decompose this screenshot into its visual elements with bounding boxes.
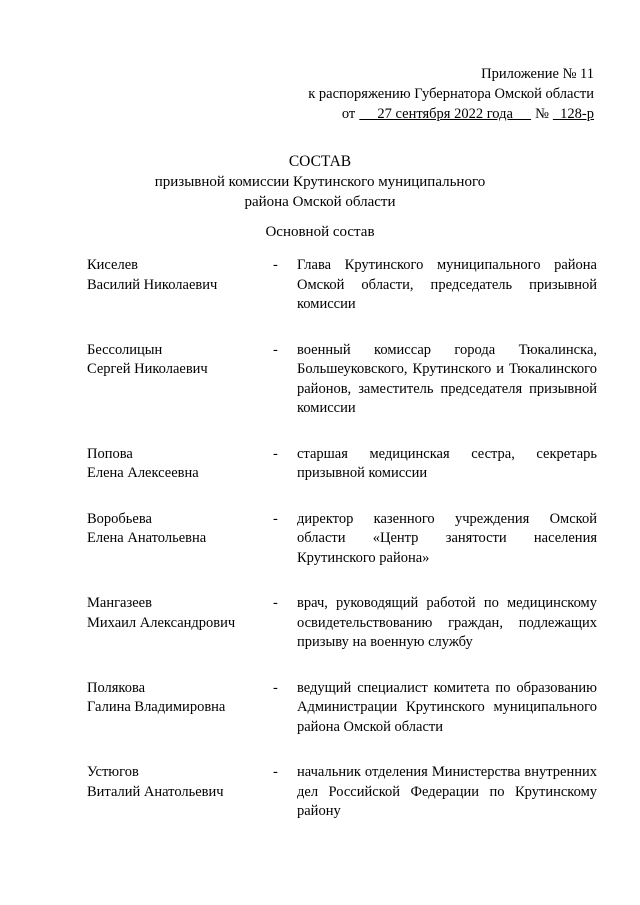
member-given-name: Елена Алексеевна bbox=[87, 465, 199, 481]
member-role: врач, руководящий работой по медицинскому освидетельствованию граждан, подлежащих призыву на военную службу bbox=[297, 595, 597, 650]
member-name bbox=[87, 763, 273, 822]
date-value: 27 сентября 2022 года bbox=[359, 106, 532, 122]
attachment-date-line bbox=[308, 104, 594, 124]
member-role: начальник отделения Министерства внутренних дел Российской Федерации по Крутинскому району bbox=[297, 764, 597, 819]
member-given-name: Сергей Николаевич bbox=[87, 361, 208, 377]
member-given-name: Галина Владимировна bbox=[87, 699, 226, 715]
member-dash: - bbox=[273, 595, 278, 611]
number-value: 128-р bbox=[552, 106, 594, 122]
member-dash: - bbox=[273, 679, 278, 696]
member-given-name: Елена Анатольевна bbox=[87, 530, 207, 546]
member-dash: - bbox=[273, 341, 278, 358]
member-name bbox=[87, 679, 273, 738]
member-surname: Воробьева bbox=[87, 510, 152, 527]
document-title: СОСТАВ bbox=[288, 153, 352, 170]
member-name bbox=[87, 445, 273, 484]
attachment-block bbox=[308, 64, 594, 124]
member-name bbox=[87, 341, 273, 419]
member-surname: Киселев bbox=[87, 257, 138, 273]
member-given-name: Михаил Александрович bbox=[87, 614, 236, 631]
member-row bbox=[87, 445, 597, 484]
member-row bbox=[87, 679, 597, 738]
member-row bbox=[87, 510, 597, 569]
date-prefix: от bbox=[341, 106, 356, 122]
members-list bbox=[87, 256, 597, 848]
member-row bbox=[87, 594, 597, 653]
member-row bbox=[87, 256, 597, 315]
member-role: военный комиссар города Тюкалинска, Большеуковского, Крутинского и Тюкалинского районов, заместитель председателя призывной комиссии bbox=[297, 341, 597, 416]
section-heading: Основной состав bbox=[265, 224, 375, 240]
member-name bbox=[87, 510, 273, 569]
member-dash: - bbox=[273, 510, 278, 527]
member-surname: Устюгов bbox=[87, 764, 139, 780]
member-dash: - bbox=[273, 764, 278, 780]
document-title-line2: призывной комиссии Крутинского муниципального bbox=[154, 174, 486, 190]
member-role: старшая медицинская сестра, секретарь призывной комиссии bbox=[297, 445, 597, 481]
attachment-number: Приложение № 11 bbox=[481, 66, 594, 82]
member-row bbox=[87, 341, 597, 419]
member-given-name: Василий Николаевич bbox=[87, 276, 218, 293]
member-row bbox=[87, 763, 597, 822]
member-name bbox=[87, 594, 273, 653]
member-name bbox=[87, 256, 273, 315]
member-role: Глава Крутинского муниципального района Омской области, председатель призывной комиссии bbox=[297, 257, 597, 312]
member-given-name: Виталий Анатольевич bbox=[87, 783, 224, 800]
member-role: директор казенного учреждения Омской области «Центр занятости населения Крутинского района» bbox=[297, 510, 597, 566]
member-surname: Попова bbox=[87, 445, 133, 462]
number-prefix: № bbox=[535, 106, 549, 122]
document-heading bbox=[0, 152, 640, 212]
member-dash: - bbox=[273, 257, 278, 273]
attachment-reference: к распоряжению Губернатора Омской области bbox=[308, 86, 594, 102]
member-dash: - bbox=[273, 445, 278, 462]
document-title-line3: района Омской области bbox=[244, 194, 396, 210]
member-surname: Мангазеев bbox=[87, 595, 152, 611]
member-surname: Бессолицын bbox=[87, 341, 163, 358]
member-surname: Полякова bbox=[87, 679, 146, 696]
member-role: ведущий специалист комитета по образованию Администрации Крутинского муниципального района Омской области bbox=[297, 679, 597, 735]
